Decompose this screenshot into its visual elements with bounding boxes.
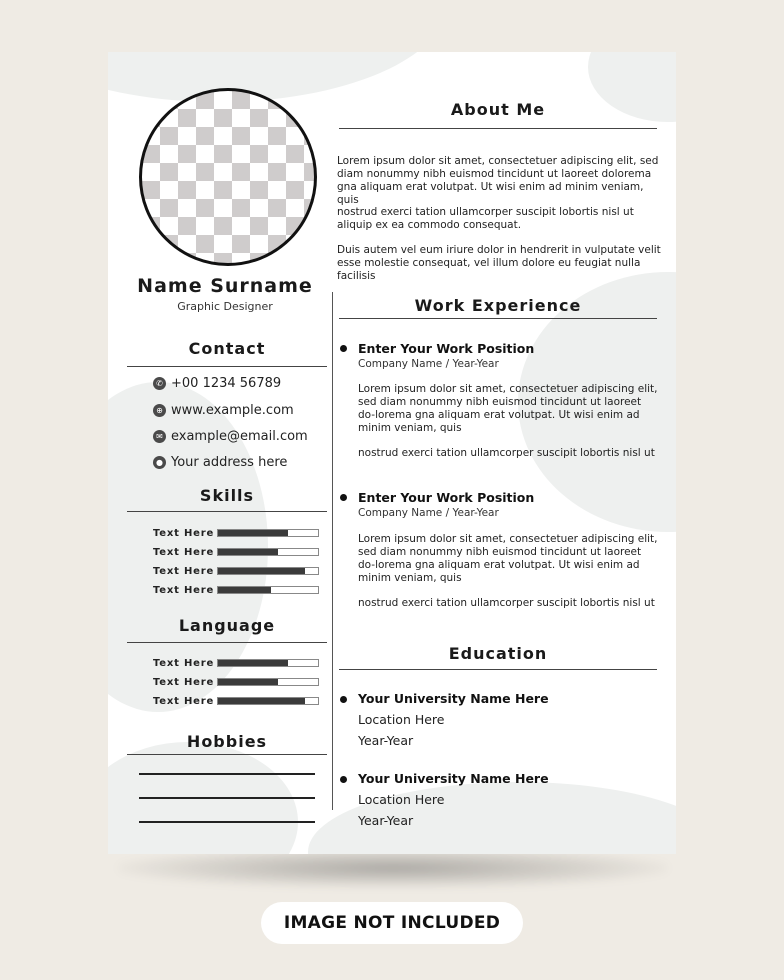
contact-title: Contact	[188, 339, 266, 358]
hobby-line	[139, 821, 315, 823]
page-shadow	[118, 848, 668, 888]
hobby-line	[139, 773, 315, 775]
education-rule	[339, 669, 657, 670]
contact-address[interactable]	[153, 453, 287, 471]
work-rule	[339, 318, 657, 319]
work-description-extra: nostrud exerci tation ullamcorper suscipit lobortis nisl ut	[358, 447, 655, 459]
skill-row	[153, 584, 319, 596]
skill-row	[153, 546, 319, 558]
skill-row	[153, 527, 319, 539]
language-row	[153, 657, 319, 669]
skill-row	[153, 565, 319, 577]
skills-title: Skills	[199, 486, 255, 505]
hobbies-rule	[127, 754, 327, 755]
language-bar	[217, 659, 319, 667]
contact-email-text: example@email.com	[171, 428, 308, 444]
language-row	[153, 676, 319, 688]
contact-phone[interactable]	[153, 374, 281, 392]
contact-website[interactable]	[153, 401, 294, 419]
contact-address-text: Your address here	[171, 454, 288, 470]
about-paragraph-2: nostrud exerci tation ullamcorper suscipit lobortis nisl ut aliquip ex ea commodo consequat.	[337, 206, 634, 231]
education-years: Year-Year	[358, 733, 414, 748]
location-icon: ●	[153, 456, 166, 469]
skill-bar-fill	[218, 530, 288, 536]
education-location: Location Here	[358, 712, 445, 727]
about-paragraph-3: Duis autem vel eum iriure dolor in hendrerit in vulputate velit esse molestie consequat, vel illum dolore eu feugiat nulla facilisis	[337, 244, 661, 282]
profile-photo-placeholder	[139, 88, 317, 266]
profile-name: Name Surname	[137, 275, 313, 297]
language-bar	[217, 697, 319, 705]
language-row	[153, 695, 319, 707]
skill-bar-fill	[218, 549, 278, 555]
language-label: Text Here	[153, 676, 215, 688]
contact-rule	[127, 366, 327, 367]
skill-bar-fill	[218, 587, 271, 593]
skill-label: Text Here	[153, 565, 215, 577]
about-paragraph-1: Lorem ipsum dolor sit amet, consectetuer adipiscing elit, sed diam nonummy nibh euismod tincidunt ut laoreet dolorema gna aliquam erat volutpat. Ut wisi enim ad minim veniam, quis	[337, 155, 659, 206]
about-title: About Me	[450, 100, 546, 119]
skill-label: Text Here	[153, 584, 215, 596]
work-description: Lorem ipsum dolor sit amet, consectetuer adipiscing elit, sed diam nonummy nibh euismod tincidunt ut laoreet do-lorema gna aliquam erat volutpat. Ut wisi enim ad minim veniam, quis	[358, 533, 658, 584]
education-title: Education	[448, 644, 548, 663]
about-rule	[339, 128, 657, 129]
work-title: Work Experience	[414, 296, 582, 315]
education-school: Your University Name Here	[358, 771, 549, 786]
contact-phone-text: +00 1234 56789	[171, 375, 282, 391]
language-rule	[127, 642, 327, 643]
phone-icon: ✆	[153, 377, 166, 390]
contact-email[interactable]	[153, 427, 308, 445]
work-bullet	[340, 494, 347, 501]
work-position: Enter Your Work Position	[358, 341, 535, 356]
work-bullet	[340, 345, 347, 352]
image-not-included-badge: IMAGE NOT INCLUDED	[261, 902, 523, 944]
skill-label: Text Here	[153, 527, 215, 539]
work-description: Lorem ipsum dolor sit amet, consectetuer adipiscing elit, sed diam nonummy nibh euismod tincidunt ut laoreet do-lorema gna aliquam erat volutpat. Ut wisi enim ad minim veniam, quis	[358, 383, 658, 434]
work-description-extra: nostrud exerci tation ullamcorper suscipit lobortis nisl ut	[358, 597, 655, 609]
language-label: Text Here	[153, 657, 215, 669]
language-title: Language	[178, 616, 276, 635]
resume-page	[108, 52, 676, 854]
education-bullet	[340, 776, 347, 783]
language-bar-fill	[218, 698, 305, 704]
skill-label: Text Here	[153, 546, 215, 558]
language-bar	[217, 678, 319, 686]
language-label: Text Here	[153, 695, 215, 707]
profile-role: Graphic Designer	[177, 300, 273, 313]
education-years: Year-Year	[358, 813, 414, 828]
skill-bar	[217, 548, 319, 556]
language-bar-fill	[218, 679, 278, 685]
skill-bar	[217, 586, 319, 594]
work-company: Company Name / Year-Year	[358, 358, 499, 370]
language-bar-fill	[218, 660, 288, 666]
email-icon: ✉	[153, 430, 166, 443]
contact-website-text: www.example.com	[171, 402, 294, 418]
skills-rule	[127, 511, 327, 512]
education-school: Your University Name Here	[358, 691, 549, 706]
decor-blob-top	[108, 52, 448, 102]
globe-icon: ⊕	[153, 404, 166, 417]
skill-bar	[217, 529, 319, 537]
work-position: Enter Your Work Position	[358, 490, 535, 505]
work-company: Company Name / Year-Year	[358, 507, 499, 519]
skill-bar-fill	[218, 568, 305, 574]
education-location: Location Here	[358, 792, 445, 807]
skill-bar	[217, 567, 319, 575]
education-bullet	[340, 696, 347, 703]
column-divider	[332, 292, 333, 810]
hobbies-title: Hobbies	[186, 732, 268, 751]
hobby-line	[139, 797, 315, 799]
